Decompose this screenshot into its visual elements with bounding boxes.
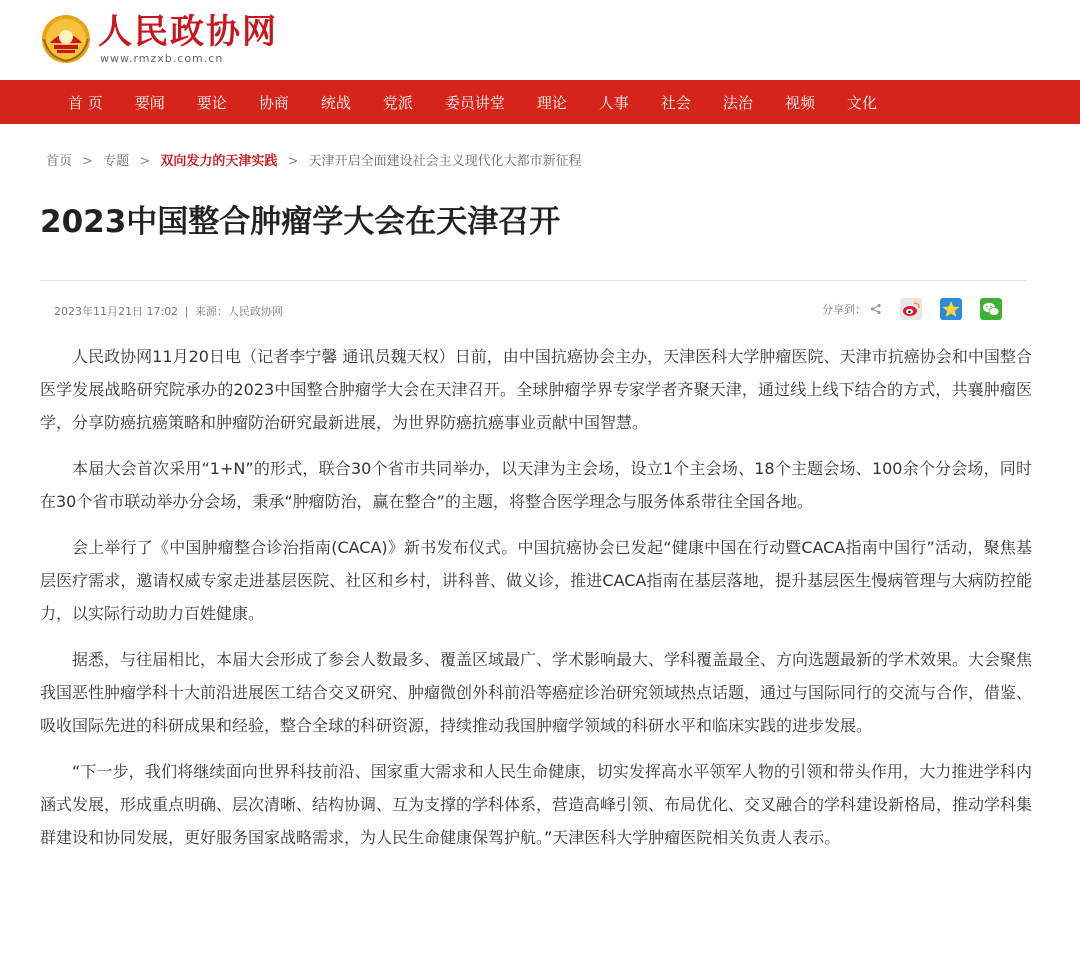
nav-item-video[interactable]: 视频 bbox=[784, 93, 815, 112]
nav-item-consultation[interactable]: 协商 bbox=[258, 93, 289, 112]
breadcrumb-separator: > bbox=[82, 154, 94, 169]
nav-item-home[interactable]: 首 页 bbox=[68, 93, 103, 112]
weibo-icon[interactable] bbox=[900, 298, 922, 320]
article-paragraph: 人民政协网11月20日电（记者李宁馨 通讯员魏天权）日前，由中国抗癌协会主办，天津医科大学肿瘤医院、天津市抗癌协会和中国整合医学发展战略研究院承办的2023中国整合肿瘤学大会在天津召开。全球肿瘤学界专家学者齐聚天津，通过线上线下结合的方式，共襄肿瘤医学，分享防癌抗癌策略和肿瘤防治研究最新进展，为世界防癌抗癌事业贡献中国智慧。 bbox=[40, 347, 1032, 432]
title-divider bbox=[40, 280, 1026, 281]
article-body bbox=[40, 340, 1032, 867]
cppcc-emblem-icon bbox=[40, 13, 92, 65]
share-label: 分享到： bbox=[822, 303, 866, 316]
nav-item-member-lectures[interactable]: 委员讲堂 bbox=[444, 93, 505, 112]
article-paragraph: 据悉，与往届相比，本届大会形成了参会人数最多、覆盖区域最广、学术影响最大、学科覆盖最全、方向选题最新的学术效果。大会聚焦我国恶性肿瘤学科十大前沿进展医工结合交叉研究、肿瘤微创外科前沿等癌症诊治研究领域热点话题，通过与国际同行的交流与合作，借鉴、吸收国际先进的科研成果和经验，整合全球的科研资源，持续推动我国肿瘤学领域的科研水平和临床实践的进步发展。 bbox=[40, 650, 1033, 735]
nav-item-theory[interactable]: 理论 bbox=[536, 93, 567, 112]
nav-item-news[interactable]: 要闻 bbox=[134, 93, 165, 112]
share-icon bbox=[870, 303, 882, 315]
article-paragraph: “下一步，我们将继续面向世界科技前沿、国家重大需求和人民生命健康，切实发挥高水平领军人物的引领和带头作用，大力推进学科内涵式发展，形成重点明确、层次清晰、结构协调、互为支撑的学科体系，营造高峰引领、布局优化、交叉融合的学科建设新格局，推动学科集群建设和协同发展，更好服务国家战略需求，为人民生命健康保驾护航。”天津医科大学肿瘤医院相关负责人表示。 bbox=[40, 762, 1033, 847]
article-paragraph: 本届大会首次采用“1+N”的形式，联合30个省市共同举办，以天津为主会场，设立1个主会场、18个主题会场、100余个分会场，同时在30个省市联动举办分会场，秉承“肿瘤防治，赢在整合”的主题，将整合医学理念与服务体系带往全国各地。 bbox=[40, 459, 1032, 511]
qzone-icon[interactable] bbox=[940, 298, 962, 320]
meta-separator: | bbox=[184, 305, 189, 318]
breadcrumb-separator: > bbox=[139, 154, 151, 169]
nav-item-personnel[interactable]: 人事 bbox=[598, 93, 629, 112]
nav-item-united-front[interactable]: 统战 bbox=[320, 93, 351, 112]
article-date: 2023年11月21日 17:02 bbox=[54, 305, 179, 318]
article-meta bbox=[54, 303, 283, 319]
breadcrumb-separator: > bbox=[287, 154, 299, 169]
article-paragraph: 会上举行了《中国肿瘤整合诊治指南(CACA)》新书发布仪式。中国抗癌协会已发起“健康中国在行动暨CACA指南中国行”活动，聚焦基层医疗需求，邀请权威专家走进基层医院、社区和乡村，讲科普、做义诊，推进CACA指南在基层落地，提升基层医生慢病管理与大病防控能力，以实际行动助力百姓健康。 bbox=[40, 538, 1032, 623]
breadcrumb bbox=[46, 150, 582, 169]
breadcrumb-topic[interactable]: 专题 bbox=[103, 154, 130, 169]
site-url: www.rmzxb.com.cn bbox=[100, 52, 224, 65]
main-nav bbox=[0, 80, 1080, 124]
share-bar bbox=[822, 298, 1002, 320]
nav-item-parties[interactable]: 党派 bbox=[382, 93, 413, 112]
article-title: 2023中国整合肿瘤学大会在天津召开 bbox=[40, 204, 561, 240]
site-header bbox=[0, 0, 1080, 80]
wechat-icon[interactable] bbox=[980, 298, 1002, 320]
breadcrumb-section[interactable]: 双向发力的天津实践 bbox=[160, 154, 278, 169]
nav-item-law[interactable]: 法治 bbox=[722, 93, 753, 112]
site-name: 人民政协网 bbox=[98, 12, 278, 52]
nav-item-culture[interactable]: 文化 bbox=[846, 93, 877, 112]
article-source: 来源：人民政协网 bbox=[194, 305, 283, 318]
breadcrumb-home[interactable]: 首页 bbox=[46, 154, 73, 169]
site-logo[interactable] bbox=[40, 12, 278, 65]
nav-item-commentary[interactable]: 要论 bbox=[196, 93, 227, 112]
breadcrumb-current[interactable]: 天津开启全面建设社会主义现代化大都市新征程 bbox=[308, 154, 582, 169]
nav-item-society[interactable]: 社会 bbox=[660, 93, 691, 112]
